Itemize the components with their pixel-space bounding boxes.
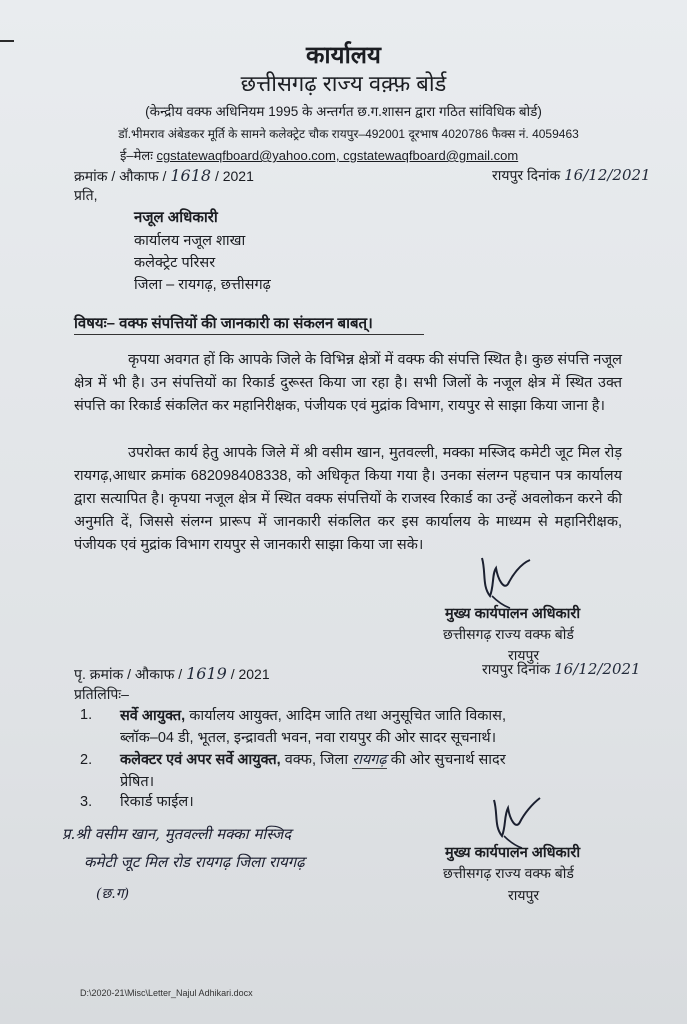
footer-filepath: D:\2020-21\Misc\Letter_Najul Adhikari.docx xyxy=(80,988,253,998)
handwritten-note-line-2: कमेटी जूट मिल रोड रायगढ़ जिला रायगढ़ xyxy=(84,853,305,871)
signature-1-title: मुख्य कार्यपालन अधिकारी xyxy=(445,606,581,622)
signature-2-city: रायपुर xyxy=(508,887,540,903)
recipient-line-2: कार्यालय नजूल शाखा xyxy=(134,233,246,249)
copy-item-1-text: कार्यालय आयुक्त, आदिम जाति तथा अनुसूचित जाति विकास, xyxy=(189,708,507,724)
ref2-date-row xyxy=(482,660,641,679)
copy-item-2-line-2: प्रेषित। xyxy=(120,774,155,790)
copy-item-1-line-1 xyxy=(120,705,506,725)
subject-text: वक्फ संपत्तियों की जानकारी का संकलन बाबत्। xyxy=(119,315,373,332)
copy-item-1-bold: सर्वे आयुक्त, xyxy=(120,708,186,724)
copy-item-1-line-2: ब्लॉक–04 डी, भूतल, इन्द्रावती भवन, नवा रायपुर की ओर सादर सूचनार्थ। xyxy=(120,730,497,746)
recipient-line-3: कलेक्ट्रेट परिसर xyxy=(134,255,216,271)
signature-1-city: रायपुर xyxy=(508,647,540,663)
subject-label: विषयः– xyxy=(74,315,115,332)
letterhead-statute: (केन्द्रीय वक्फ अधिनियम 1995 के अन्तर्गत छ.ग.शासन द्वारा गठित सांविधिक बोर्ड) xyxy=(145,104,542,119)
ref2-line xyxy=(74,664,270,684)
ref2-date: 16/12/2021 xyxy=(554,660,641,678)
recipient-title: नजूल अधिकारी xyxy=(134,209,218,226)
signature-2-title: मुख्य कार्यपालन अधिकारी xyxy=(445,845,581,861)
copy-item-2-text-after: की ओर सुचनार्थ सादर xyxy=(390,752,506,768)
letterhead-office: कार्यालय xyxy=(306,42,381,69)
subject-line xyxy=(74,313,373,333)
letterhead-email-row xyxy=(120,146,518,164)
signature-1-org: छत्तीसगढ़ राज्य वक्फ बोर्ड xyxy=(443,626,574,642)
ref-date-label: रायपुर दिनांक xyxy=(492,167,561,183)
letterhead-board: छत्तीसगढ़ राज्य वक़्फ़ बोर्ड xyxy=(240,71,447,96)
copy-item-3-text: रिकार्ड फाईल। xyxy=(120,794,194,810)
copy-item-3-num: 3. xyxy=(80,794,93,810)
body-paragraph-2: उपरोक्त कार्य हेतु आपके जिले में श्री वसीम खान, मुतवल्ली, मक्का मस्जिद कमेटी जूट मिल रोड़ रायगढ़,आधार क्रमांक 682098408338, को अधिकृत किया गया है। उनका संलग्न पहचान पत्र कार्यालय द्वारा सत्यापित है। कृपया नजूल क्षेत्र में स्थित वक्फ संपत्तियों के राजस्व रिकार्ड का उन्हें अवलोकन करने की अनुमति दें, जिससे संलग्न प्रारूप में जानकारी संकलित कर इस कार्यालय के माध्यम से महानिरीक्षक, पंजीयक एवं मुद्रांक विभाग रायपुर से जानकारी साझा किया जा सके। xyxy=(74,445,622,553)
ref2-prefix: पृ. क्रमांक / औकाफ / xyxy=(74,666,183,682)
recipient-line-4: जिला – रायगढ़, छत्तीसगढ़ xyxy=(134,277,271,293)
handwritten-note-line-3: (छ.ग) xyxy=(96,886,130,902)
copy-item-1-num: 1. xyxy=(80,707,93,723)
copy-label: प्रतिलिपिः– xyxy=(74,686,129,702)
body-paragraph-1: कृपया अवगत हों कि आपके जिले के विभिन्न क्षेत्रों में वक्फ की संपत्ति स्थित है। कुछ संपत्ति नजूल क्षेत्र में भी है। उन संपत्तियों का रिकार्ड दुरूस्त किया जा रहा है। सभी जिलों के नजूल क्षेत्र में स्थित उक्त संपत्ति का रिकार्ड संकलित कर महानिरीक्षक, पंजीयक एवं मुद्रांक विभाग, रायपुर से साझा किया जाना है। xyxy=(74,352,622,414)
ref2-date-label: रायपुर दिनांक xyxy=(482,661,551,677)
ref2-year: / 2021 xyxy=(230,666,270,682)
ref-year: / 2021 xyxy=(214,168,254,184)
subject-underline xyxy=(74,334,424,335)
ref-prefix: क्रमांक / औकाफ / xyxy=(74,168,167,184)
copy-item-2-bold: कलेक्टर एवं अपर सर्वे आयुक्त, xyxy=(120,752,281,768)
copy-item-2-line-1 xyxy=(120,749,506,769)
signature-2-org: छत्तीसगढ़ राज्य वक्फ बोर्ड xyxy=(443,865,574,881)
ref-number: 1618 xyxy=(170,166,212,185)
prati-label: प्रति, xyxy=(74,187,98,203)
email-addresses: cgstatewaqfboard@yahoo.com, cgstatewaqfboard@gmail.com xyxy=(156,148,519,163)
copy-item-2-district-handwritten: रायगढ़ xyxy=(352,752,387,768)
ref-date: 16/12/2021 xyxy=(564,166,651,184)
letterhead-address: डॉ.भीमराव अंबेडकर मूर्ति के सामने कलेक्ट्रेट चौक रायपुर–492001 दूरभाष 4020786 फैक्स नं. 4059463 xyxy=(118,127,579,141)
copy-item-2-text: वक्फ, जिला xyxy=(284,752,349,768)
email-label: ई–मेलः xyxy=(120,148,153,163)
ref2-number: 1619 xyxy=(186,664,227,683)
handwritten-note-line-1: प्र.श्री वसीम खान, मुतवल्ली मक्का मस्जिद xyxy=(62,825,292,843)
copy-item-2-num: 2. xyxy=(80,752,93,768)
ref-date-row xyxy=(492,166,651,185)
ref-line xyxy=(74,166,254,186)
